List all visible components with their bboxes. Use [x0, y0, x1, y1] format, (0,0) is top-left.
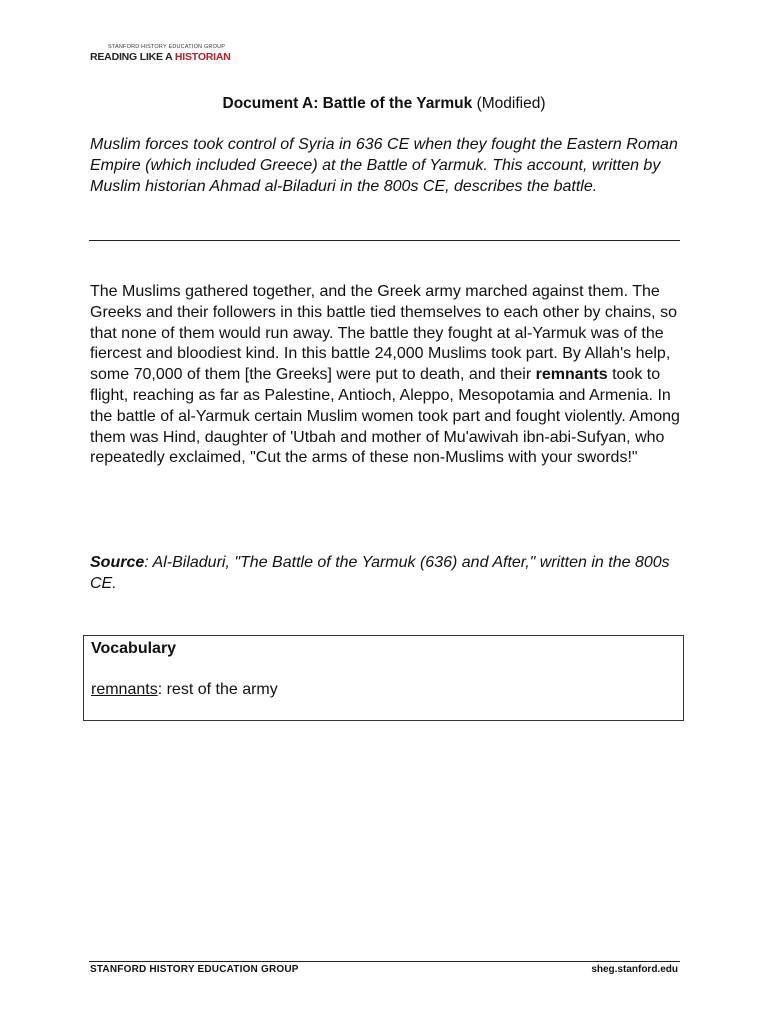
document-body	[90, 282, 680, 469]
vocabulary-term: remnants	[91, 681, 158, 698]
footer-website: sheg.stanford.edu	[591, 964, 678, 975]
source-citation	[90, 553, 690, 595]
footer-divider	[89, 961, 680, 962]
source-text: : Al-Biladuri, "The Battle of the Yarmuk (636) and After," written in the 800s CE.	[90, 554, 670, 592]
document-title-suffix: (Modified)	[472, 95, 546, 112]
vocabulary-definition: : rest of the army	[157, 681, 278, 698]
source-label: Source	[90, 554, 145, 571]
logo-org-name: STANFORD HISTORY EDUCATION GROUP	[108, 44, 226, 50]
vocabulary-box	[83, 635, 684, 721]
logo-title-red: HISTORIAN	[174, 51, 231, 63]
reading-like-a-historian-logo	[90, 44, 231, 64]
document-intro: Muslim forces took control of Syria in 636 CE when they fought the Eastern Roman Empire (which included Greece) at the Battle of Yarmuk. This account, written by Muslim historian Ahmad al-Biladuri in the 800s CE, describes the battle.	[90, 136, 678, 195]
logo-title-prefix: READING LIKE A	[90, 51, 175, 63]
body-text-bold-term: remnants	[535, 366, 608, 384]
divider-line	[89, 240, 680, 241]
body-text-part-2: took to flight, reaching as far as Palestine, Antioch, Aleppo, Mesopotamia and Armenia. In the battle of al-Yarmuk certain Muslim women took part and fought violently. Among them was Hind, daughter of 'Utbah and mother of Mu'awivah ibn-abi-Sufyan, who repeatedly exclaimed, "Cut the arms of these non-Muslims with your swords!"	[90, 366, 680, 467]
logo-title	[90, 51, 231, 64]
vocabulary-entry	[91, 680, 278, 700]
footer-org-name: STANFORD HISTORY EDUCATION GROUP	[90, 964, 299, 975]
vocabulary-title: Vocabulary	[91, 640, 177, 657]
document-title-main: Document A: Battle of the Yarmuk	[222, 95, 473, 112]
body-text-part-1: The Muslims gathered together, and the Greek army marched against them. The Greeks and their followers in this battle tied themselves to each other by chains, so that none of them would run away. The battle they fought at al-Yarmuk was of the fiercest and bloodiest kind. In this battle 24,000 Muslims took part. By Allah's help, some 70,000 of them [the Greeks] were put to death, and their	[90, 283, 677, 384]
document-title	[0, 94, 768, 114]
